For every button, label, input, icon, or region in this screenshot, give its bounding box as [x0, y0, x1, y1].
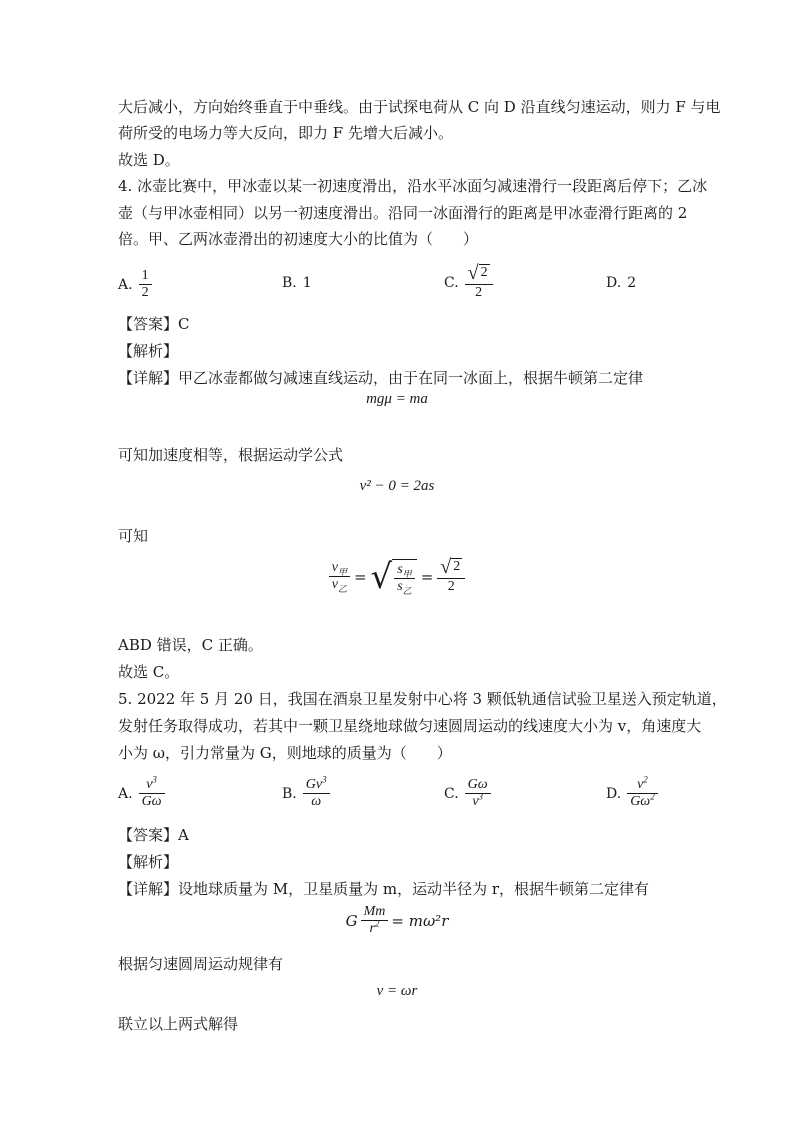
symbol: v: [331, 577, 338, 592]
subscript: 乙: [337, 583, 347, 594]
option-label: B.: [282, 275, 297, 291]
numerator: √ 2: [467, 262, 488, 284]
fraction: [465, 264, 493, 301]
numerator: Gω: [467, 777, 488, 792]
q5-option-a: [118, 774, 165, 810]
fraction: [139, 774, 165, 810]
paragraph-line: 故选 D。: [118, 151, 180, 169]
denominator: [329, 577, 350, 593]
fraction: [303, 774, 330, 810]
ratio-equation: [0, 558, 794, 595]
answer-label: 【答案】A: [118, 826, 189, 844]
denominator: [367, 918, 383, 937]
numerator: 1: [141, 268, 149, 283]
gravitation-equation: [0, 904, 794, 937]
numerator: [634, 774, 651, 793]
subscript: 甲: [337, 566, 347, 577]
denominator: ω: [311, 794, 322, 809]
symbol: v: [146, 777, 153, 792]
option-label: C.: [444, 785, 459, 802]
superscript: 3: [152, 774, 157, 785]
denominator: 2: [475, 285, 483, 300]
denominator: 2: [141, 285, 149, 300]
equation: v² − 0 = 2as: [359, 478, 435, 494]
paragraph-line: 荷所受的电场力等大反向，即力 F 先增大后减小。: [118, 124, 453, 142]
paragraph-line: 根据匀速圆周运动规律有: [118, 955, 284, 973]
fraction: [361, 904, 389, 937]
paragraph-line: 联立以上两式解得: [118, 1015, 239, 1033]
detail-line: 【详解】设地球质量为 M，卫星质量为 m，运动半径为 r，根据牛顿第二定律有: [118, 880, 650, 898]
paragraph-line: 可知: [118, 527, 149, 545]
option-label: C.: [444, 274, 459, 291]
fraction: [627, 774, 658, 810]
option-label: A.: [118, 276, 133, 293]
option-label: D.: [606, 275, 622, 291]
q5-option-b: [282, 774, 330, 810]
answer-label: 【答案】C: [118, 315, 190, 333]
q4-option-b: [282, 272, 312, 294]
numerator: √ 2: [440, 556, 461, 578]
numerator: Mm: [363, 904, 386, 919]
paragraph-line: ABD 错误，C 正确。: [118, 636, 263, 654]
paragraph-line: 大后减小，方向始终垂直于中垂线。由于试探电荷从 C 向 D 沿直线匀速运动，则力 F 与电: [118, 98, 721, 116]
symbol: s: [397, 578, 403, 594]
fraction: [437, 558, 465, 595]
denominator: [627, 791, 658, 810]
q5-option-d: [606, 774, 658, 810]
analysis-label: 【解析】: [118, 853, 179, 871]
superscript: 3: [322, 774, 327, 785]
symbol: Gv: [305, 777, 323, 792]
radicand: 2: [453, 559, 461, 574]
question-5-line: 小为 ω，引力常量为 G，则地球的质量为（ ）: [118, 744, 452, 762]
superscript: 3: [478, 791, 484, 802]
question-4-line: 壶（与甲冰壶相同）以另一初速度滑出。沿同一冰面滑行的距离是甲冰壶滑行距离的 2: [118, 204, 688, 222]
subscript: 甲: [402, 568, 412, 579]
symbol: r: [369, 921, 375, 936]
symbol: v: [331, 560, 338, 575]
radicand: 2: [480, 265, 488, 280]
radicand: [392, 559, 416, 595]
symbol: G: [345, 911, 358, 930]
symbol: v: [472, 794, 479, 809]
detail-line: 【详解】甲乙冰壶都做匀减速直线运动，由于在同一冰面上，根据牛顿第二定律: [118, 369, 644, 387]
right-hand-side: = mω²r: [391, 911, 449, 930]
denominator: [394, 579, 414, 595]
paragraph-line: 故选 C。: [118, 663, 180, 681]
denominator: [469, 791, 486, 810]
symbol: Gω: [630, 794, 651, 809]
fraction: [139, 268, 152, 301]
symbol: v: [637, 777, 644, 792]
q5-option-c: [444, 777, 491, 810]
numerator: [329, 560, 350, 576]
superscript: 2: [374, 918, 380, 929]
numerator: [303, 774, 330, 793]
numerator: [143, 774, 160, 793]
subscript: 乙: [402, 585, 412, 596]
equals-sign: =: [353, 567, 367, 586]
q4-option-c: [444, 264, 493, 301]
option-value: 2: [627, 275, 637, 291]
question-4-line: 4. 冰壶比赛中，甲冰壶以某一初速度滑出，沿水平冰面匀减速滑行一段距离后停下；乙冰: [118, 177, 708, 195]
option-label: A.: [118, 785, 133, 802]
paragraph-line: 可知加速度相等，根据运动学公式: [118, 446, 344, 464]
superscript: 2: [643, 774, 648, 785]
q4-option-a: [118, 268, 152, 301]
option-value: 1: [302, 275, 312, 291]
equation: v = ωr: [376, 983, 418, 999]
question-5-line: 5. 2022 年 5 月 20 日，我国在酒泉卫星发射中心将 3 颗低轨通信试验卫星送入预定轨道，: [118, 690, 727, 708]
square-root: √ $\frac{s_甲}{s_乙}$: [371, 559, 417, 595]
question-4-line: 倍。甲、乙两冰壶滑出的初速度大小的比值为（ ）: [118, 230, 479, 248]
q4-option-d: [606, 272, 636, 294]
equals-sign: =: [420, 567, 434, 586]
fraction: [465, 777, 491, 810]
fraction: [394, 562, 414, 595]
analysis-label: 【解析】: [118, 342, 179, 360]
denominator: 2: [447, 579, 455, 594]
numerator: [394, 562, 414, 578]
equation: mgμ = ma: [366, 391, 428, 407]
symbol: s: [397, 561, 403, 577]
option-label: B.: [282, 785, 297, 802]
option-label: D.: [606, 785, 622, 802]
denominator: Gω: [141, 794, 162, 809]
fraction: [329, 560, 350, 593]
question-5-line: 发射任务取得成功，若其中一颗卫星绕地球做匀速圆周运动的线速度大小为 v，角速度大: [118, 717, 702, 735]
superscript: 2: [650, 791, 655, 802]
